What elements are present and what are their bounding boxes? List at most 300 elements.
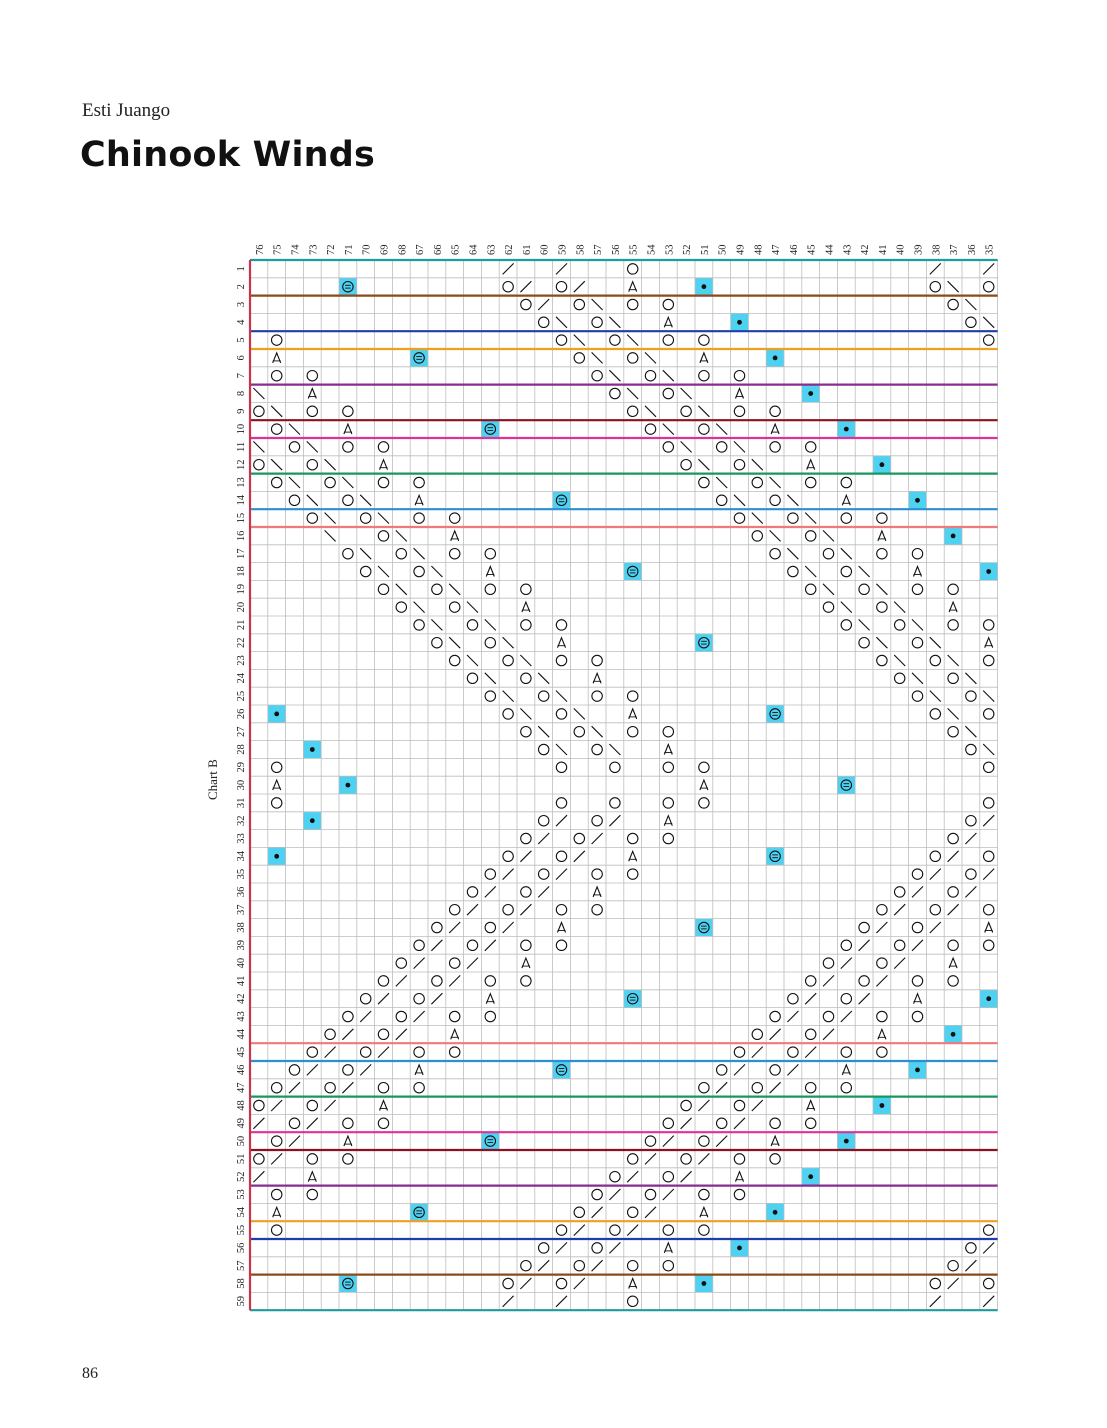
row-number: 3 bbox=[236, 301, 247, 308]
yarn-over-symbol bbox=[289, 1118, 299, 1128]
k2tog-symbol bbox=[574, 851, 585, 862]
centered-double-decrease-symbol bbox=[308, 1172, 316, 1182]
yarn-over-symbol bbox=[556, 1225, 566, 1235]
ssk-symbol bbox=[342, 477, 353, 488]
column-number: 57 bbox=[593, 244, 605, 255]
yarn-over-symbol bbox=[788, 513, 798, 523]
yarn-over-symbol bbox=[556, 851, 566, 861]
ssk-symbol bbox=[360, 495, 371, 506]
yarn-over-symbol bbox=[912, 584, 922, 594]
yarn-over-symbol bbox=[378, 1029, 388, 1039]
yarn-over-symbol bbox=[663, 442, 673, 452]
row-number: 35 bbox=[236, 868, 247, 880]
centered-double-decrease-symbol bbox=[700, 780, 708, 790]
ssk-symbol bbox=[663, 424, 674, 435]
bead-symbol bbox=[986, 569, 991, 574]
ssk-symbol bbox=[431, 566, 442, 577]
yarn-over-symbol bbox=[877, 905, 887, 915]
centered-double-decrease-symbol bbox=[308, 389, 316, 399]
ssk-symbol bbox=[556, 744, 567, 755]
column-number: 37 bbox=[949, 244, 961, 255]
yarn-over-symbol bbox=[574, 353, 584, 363]
k2tog-symbol bbox=[253, 1118, 264, 1129]
column-number: 60 bbox=[539, 244, 551, 255]
yarn-over-symbol bbox=[912, 976, 922, 986]
yarn-over-symbol bbox=[574, 833, 584, 843]
yarn-over-symbol bbox=[450, 513, 460, 523]
bead-symbol bbox=[773, 1210, 778, 1215]
yarn-over-symbol bbox=[556, 762, 566, 772]
ssk-symbol bbox=[734, 495, 745, 506]
centered-double-decrease-symbol bbox=[985, 638, 993, 648]
yarn-over-symbol bbox=[485, 584, 495, 594]
yarn-over-symbol bbox=[574, 1261, 584, 1271]
ssk-symbol bbox=[592, 299, 603, 310]
k2tog-symbol bbox=[930, 922, 941, 933]
yarn-over-symbol bbox=[823, 602, 833, 612]
column-number: 45 bbox=[806, 244, 818, 255]
yarn-over-symbol bbox=[556, 905, 566, 915]
yarn-over-symbol bbox=[556, 940, 566, 950]
row-number: 49 bbox=[236, 1118, 247, 1129]
yarn-over-symbol bbox=[254, 1100, 264, 1110]
centered-double-decrease-symbol bbox=[878, 1029, 886, 1039]
yarn-over-symbol bbox=[414, 477, 424, 487]
centered-double-decrease-symbol bbox=[914, 567, 922, 577]
k2tog-symbol bbox=[948, 904, 959, 915]
yarn-over-symbol bbox=[521, 940, 531, 950]
yarn-over-symbol bbox=[681, 406, 691, 416]
ssk-symbol bbox=[378, 513, 389, 524]
yarn-over-symbol bbox=[770, 1154, 780, 1164]
yarn-over-symbol bbox=[877, 958, 887, 968]
ssk-symbol bbox=[307, 495, 318, 506]
k2tog-symbol bbox=[520, 1278, 531, 1289]
k2tog-symbol bbox=[503, 1296, 514, 1307]
yarn-over-symbol bbox=[325, 1083, 335, 1093]
yarn-over-symbol bbox=[734, 1154, 744, 1164]
yarn-over-symbol bbox=[699, 424, 709, 434]
yarn-over-symbol bbox=[806, 1118, 816, 1128]
row-number: 24 bbox=[236, 673, 247, 684]
yarn-over-symbol bbox=[556, 798, 566, 808]
yarn-over-symbol bbox=[806, 442, 816, 452]
yarn-over-symbol bbox=[414, 994, 424, 1004]
bead-symbol bbox=[346, 783, 351, 788]
ssk-symbol bbox=[396, 584, 407, 595]
ssk-symbol bbox=[698, 406, 709, 417]
column-number: 49 bbox=[735, 244, 747, 255]
k2tog-symbol bbox=[431, 940, 442, 951]
ssk-symbol bbox=[752, 459, 763, 470]
ssk-symbol bbox=[787, 548, 798, 559]
centered-double-decrease-symbol bbox=[664, 816, 672, 826]
yarn-over-symbol bbox=[699, 477, 709, 487]
k2tog-symbol bbox=[948, 851, 959, 862]
k2tog-symbol bbox=[876, 975, 887, 986]
yarn-over-symbol bbox=[414, 620, 424, 630]
pattern-title: Chinook Winds bbox=[80, 135, 376, 175]
yarn-over-symbol bbox=[378, 1083, 388, 1093]
yarn-over-symbol bbox=[788, 994, 798, 1004]
yarn-over-symbol bbox=[272, 335, 282, 345]
ssk-symbol bbox=[485, 673, 496, 684]
yarn-over-symbol bbox=[628, 869, 638, 879]
bead-symbol bbox=[880, 1103, 885, 1108]
yarn-over-symbol bbox=[450, 1011, 460, 1021]
yarn-over-symbol bbox=[432, 584, 442, 594]
yarn-over-symbol bbox=[734, 460, 744, 470]
row-number: 2 bbox=[236, 284, 247, 290]
yarn-over-symbol bbox=[966, 1243, 976, 1253]
highlight-cell bbox=[339, 1275, 357, 1293]
yarn-over-symbol bbox=[966, 691, 976, 701]
yarn-over-symbol bbox=[699, 371, 709, 381]
k2tog-symbol bbox=[538, 833, 549, 844]
author-name: Esti Juango bbox=[82, 100, 171, 121]
k2tog-symbol bbox=[503, 263, 514, 274]
k2tog-symbol bbox=[574, 1225, 585, 1236]
highlight-cell bbox=[624, 563, 642, 581]
yarn-over-symbol bbox=[717, 442, 727, 452]
ssk-symbol bbox=[609, 370, 620, 381]
yarn-over-symbol bbox=[414, 513, 424, 523]
centered-double-decrease-symbol bbox=[700, 1207, 708, 1217]
yarn-over-symbol bbox=[272, 477, 282, 487]
yarn-over-symbol bbox=[628, 1154, 638, 1164]
yarn-over-symbol bbox=[592, 744, 602, 754]
centered-double-decrease-symbol bbox=[629, 282, 637, 292]
column-number: 44 bbox=[824, 244, 836, 255]
yarn-over-symbol bbox=[984, 1278, 994, 1288]
row-number: 27 bbox=[236, 726, 247, 737]
ssk-symbol bbox=[912, 673, 923, 684]
row-number: 22 bbox=[236, 637, 247, 648]
k2tog-symbol bbox=[983, 1296, 994, 1307]
row-number: 41 bbox=[236, 975, 247, 987]
k2tog-symbol bbox=[876, 922, 887, 933]
centered-double-decrease-symbol bbox=[415, 1065, 423, 1075]
yarn-over-symbol bbox=[681, 1154, 691, 1164]
yarn-over-symbol bbox=[610, 1172, 620, 1182]
yarn-over-symbol bbox=[539, 1243, 549, 1253]
ssk-symbol bbox=[983, 317, 994, 328]
k2tog-symbol bbox=[609, 815, 620, 826]
yarn-over-symbol bbox=[841, 1083, 851, 1093]
row-number: 15 bbox=[236, 512, 247, 524]
ssk-symbol bbox=[396, 530, 407, 541]
yarn-over-symbol bbox=[450, 905, 460, 915]
yarn-over-symbol bbox=[628, 406, 638, 416]
k2tog-symbol bbox=[271, 1153, 282, 1164]
yarn-over-symbol bbox=[806, 477, 816, 487]
row-number: 48 bbox=[236, 1100, 247, 1111]
ssk-symbol bbox=[627, 335, 638, 346]
yarn-over-symbol bbox=[521, 1261, 531, 1271]
yarn-over-symbol bbox=[930, 905, 940, 915]
k2tog-symbol bbox=[520, 904, 531, 915]
row-number: 28 bbox=[236, 744, 247, 755]
yarn-over-symbol bbox=[628, 691, 638, 701]
ssk-symbol bbox=[876, 637, 887, 648]
bead-symbol bbox=[702, 1281, 707, 1286]
row-number: 25 bbox=[236, 690, 247, 702]
ssk-symbol bbox=[716, 424, 727, 435]
yarn-over-symbol bbox=[467, 887, 477, 897]
yarn-over-symbol bbox=[841, 513, 851, 523]
ssk-symbol bbox=[965, 299, 976, 310]
row-number: 51 bbox=[236, 1153, 247, 1165]
k2tog-symbol bbox=[698, 1100, 709, 1111]
bead-symbol bbox=[808, 391, 813, 396]
centered-double-decrease-symbol bbox=[522, 602, 530, 612]
k2tog-symbol bbox=[930, 869, 941, 880]
ssk-symbol bbox=[325, 530, 336, 541]
row-number: 29 bbox=[236, 762, 247, 773]
k2tog-symbol bbox=[912, 886, 923, 897]
bead-symbol bbox=[844, 1139, 849, 1144]
yarn-over-symbol bbox=[325, 477, 335, 487]
k2tog-symbol bbox=[912, 940, 923, 951]
yarn-over-symbol bbox=[752, 531, 762, 541]
row-number: 53 bbox=[236, 1189, 247, 1200]
yarn-over-symbol bbox=[307, 513, 317, 523]
yarn-over-symbol bbox=[930, 1278, 940, 1288]
k2tog-symbol bbox=[520, 851, 531, 862]
yarn-over-symbol bbox=[681, 460, 691, 470]
yarn-over-symbol bbox=[521, 673, 531, 683]
yarn-over-symbol bbox=[289, 1065, 299, 1075]
yarn-over-symbol bbox=[823, 1011, 833, 1021]
yarn-over-symbol bbox=[556, 282, 566, 292]
yarn-over-symbol bbox=[841, 940, 851, 950]
yarn-over-symbol bbox=[948, 673, 958, 683]
row-number: 6 bbox=[236, 355, 247, 361]
k2tog-symbol bbox=[449, 922, 460, 933]
yarn-over-symbol bbox=[450, 958, 460, 968]
bead-symbol bbox=[702, 284, 707, 289]
yarn-over-symbol bbox=[521, 620, 531, 630]
ssk-symbol bbox=[556, 317, 567, 328]
yarn-over-symbol bbox=[592, 371, 602, 381]
centered-double-decrease-symbol bbox=[273, 1207, 281, 1217]
yarn-over-symbol bbox=[930, 851, 940, 861]
ssk-symbol bbox=[983, 744, 994, 755]
ssk-symbol bbox=[414, 548, 425, 559]
yarn-over-symbol bbox=[378, 477, 388, 487]
centered-double-decrease-symbol bbox=[558, 638, 566, 648]
yarn-over-symbol bbox=[717, 1118, 727, 1128]
yarn-over-symbol bbox=[521, 976, 531, 986]
row-number: 9 bbox=[236, 408, 247, 414]
k2tog-symbol bbox=[983, 815, 994, 826]
yarn-over-symbol bbox=[628, 1207, 638, 1217]
yarn-over-symbol bbox=[948, 976, 958, 986]
column-number: 58 bbox=[575, 244, 587, 255]
yarn-over-symbol bbox=[770, 1065, 780, 1075]
yarn-over-symbol bbox=[663, 727, 673, 737]
yarn-over-symbol bbox=[984, 709, 994, 719]
yarn-over-symbol bbox=[645, 424, 655, 434]
k2tog-symbol bbox=[307, 1064, 318, 1075]
column-number: 43 bbox=[842, 244, 854, 255]
yarn-over-symbol bbox=[503, 851, 513, 861]
column-number: 70 bbox=[361, 244, 373, 255]
yarn-over-symbol bbox=[645, 1189, 655, 1199]
yarn-over-symbol bbox=[307, 1154, 317, 1164]
k2tog-symbol bbox=[627, 1171, 638, 1182]
yarn-over-symbol bbox=[699, 762, 709, 772]
k2tog-symbol bbox=[645, 1153, 656, 1164]
yarn-over-symbol bbox=[663, 798, 673, 808]
ssk-symbol bbox=[948, 708, 959, 719]
ssk-symbol bbox=[930, 637, 941, 648]
yarn-over-symbol bbox=[663, 388, 673, 398]
k2tog-symbol bbox=[894, 904, 905, 915]
k2tog-symbol bbox=[449, 975, 460, 986]
yarn-over-symbol bbox=[432, 638, 442, 648]
row-number: 52 bbox=[236, 1171, 247, 1182]
k2tog-symbol bbox=[841, 1011, 852, 1022]
k2tog-symbol bbox=[681, 1118, 692, 1129]
ssk-symbol bbox=[805, 566, 816, 577]
yarn-over-symbol bbox=[699, 1083, 709, 1093]
yarn-over-symbol bbox=[966, 744, 976, 754]
yarn-over-symbol bbox=[574, 1207, 584, 1217]
yarn-over-symbol bbox=[628, 299, 638, 309]
highlight-cell bbox=[766, 705, 784, 723]
yarn-over-symbol bbox=[663, 762, 673, 772]
yarn-over-symbol bbox=[485, 976, 495, 986]
bead-symbol bbox=[310, 747, 315, 752]
k2tog-symbol bbox=[770, 1029, 781, 1040]
k2tog-symbol bbox=[592, 1260, 603, 1271]
centered-double-decrease-symbol bbox=[486, 567, 494, 577]
yarn-over-symbol bbox=[912, 869, 922, 879]
k2tog-symbol bbox=[805, 993, 816, 1004]
ssk-symbol bbox=[538, 726, 549, 737]
yarn-over-symbol bbox=[645, 371, 655, 381]
column-number: 59 bbox=[557, 244, 569, 255]
k2tog-symbol bbox=[983, 263, 994, 274]
yarn-over-symbol bbox=[254, 406, 264, 416]
yarn-over-symbol bbox=[948, 584, 958, 594]
centered-double-decrease-symbol bbox=[486, 994, 494, 1004]
ssk-symbol bbox=[663, 370, 674, 381]
yarn-over-symbol bbox=[628, 1261, 638, 1271]
ssk-symbol bbox=[520, 708, 531, 719]
k2tog-symbol bbox=[538, 886, 549, 897]
yarn-over-symbol bbox=[912, 638, 922, 648]
k2tog-symbol bbox=[663, 1136, 674, 1147]
yarn-over-symbol bbox=[485, 869, 495, 879]
centered-double-decrease-symbol bbox=[949, 958, 957, 968]
k2tog-symbol bbox=[253, 1171, 264, 1182]
yarn-over-symbol bbox=[948, 833, 958, 843]
yarn-over-symbol bbox=[770, 495, 780, 505]
ssk-symbol bbox=[912, 619, 923, 630]
yarn-over-symbol bbox=[984, 655, 994, 665]
k2tog-symbol bbox=[556, 1242, 567, 1253]
row-number: 47 bbox=[236, 1082, 247, 1093]
yarn-over-symbol bbox=[307, 371, 317, 381]
row-number: 18 bbox=[236, 566, 247, 577]
yarn-over-symbol bbox=[823, 958, 833, 968]
yarn-over-symbol bbox=[663, 299, 673, 309]
k2tog-symbol bbox=[627, 1225, 638, 1236]
yarn-over-symbol bbox=[592, 905, 602, 915]
k2tog-symbol bbox=[378, 1047, 389, 1058]
yarn-over-symbol bbox=[895, 887, 905, 897]
highlight-cell bbox=[553, 1061, 571, 1079]
k2tog-symbol bbox=[752, 1100, 763, 1111]
yarn-over-symbol bbox=[806, 1083, 816, 1093]
ssk-symbol bbox=[823, 584, 834, 595]
centered-double-decrease-symbol bbox=[344, 424, 352, 434]
row-number: 23 bbox=[236, 655, 247, 666]
yarn-over-symbol bbox=[467, 620, 477, 630]
centered-double-decrease-symbol bbox=[629, 1279, 637, 1289]
k2tog-symbol bbox=[378, 993, 389, 1004]
yarn-over-symbol bbox=[717, 495, 727, 505]
yarn-over-symbol bbox=[414, 566, 424, 576]
ssk-symbol bbox=[253, 388, 264, 399]
k2tog-symbol bbox=[538, 1260, 549, 1271]
k2tog-symbol bbox=[271, 1100, 282, 1111]
k2tog-symbol bbox=[289, 1082, 300, 1093]
yarn-over-symbol bbox=[556, 709, 566, 719]
column-number: 71 bbox=[343, 244, 355, 255]
row-number: 40 bbox=[236, 957, 247, 969]
row-number: 44 bbox=[236, 1029, 247, 1040]
yarn-over-symbol bbox=[984, 282, 994, 292]
k2tog-symbol bbox=[787, 1011, 798, 1022]
k2tog-symbol bbox=[698, 1153, 709, 1164]
knitting-chart bbox=[225, 230, 1005, 1320]
yarn-over-symbol bbox=[556, 620, 566, 630]
yarn-over-symbol bbox=[378, 976, 388, 986]
ssk-symbol bbox=[307, 441, 318, 452]
yarn-over-symbol bbox=[272, 798, 282, 808]
centered-double-decrease-symbol bbox=[593, 887, 601, 897]
yarn-over-symbol bbox=[485, 922, 495, 932]
centered-double-decrease-symbol bbox=[878, 531, 886, 541]
yarn-over-symbol bbox=[734, 1189, 744, 1199]
yarn-over-symbol bbox=[289, 442, 299, 452]
bead-symbol bbox=[310, 818, 315, 823]
centered-double-decrease-symbol bbox=[593, 673, 601, 683]
column-number: 76 bbox=[254, 244, 266, 255]
yarn-over-symbol bbox=[343, 1154, 353, 1164]
yarn-over-symbol bbox=[734, 1047, 744, 1057]
column-number: 55 bbox=[628, 244, 640, 255]
yarn-over-symbol bbox=[343, 549, 353, 559]
k2tog-symbol bbox=[396, 1029, 407, 1040]
yarn-over-symbol bbox=[984, 1225, 994, 1235]
centered-double-decrease-symbol bbox=[736, 389, 744, 399]
column-number: 75 bbox=[272, 244, 284, 255]
yarn-over-symbol bbox=[503, 1278, 513, 1288]
k2tog-symbol bbox=[307, 1118, 318, 1129]
yarn-over-symbol bbox=[877, 1047, 887, 1057]
k2tog-symbol bbox=[859, 993, 870, 1004]
ssk-symbol bbox=[965, 726, 976, 737]
ssk-symbol bbox=[770, 530, 781, 541]
yarn-over-symbol bbox=[592, 869, 602, 879]
k2tog-symbol bbox=[681, 1171, 692, 1182]
yarn-over-symbol bbox=[254, 1154, 264, 1164]
yarn-over-symbol bbox=[628, 1296, 638, 1306]
